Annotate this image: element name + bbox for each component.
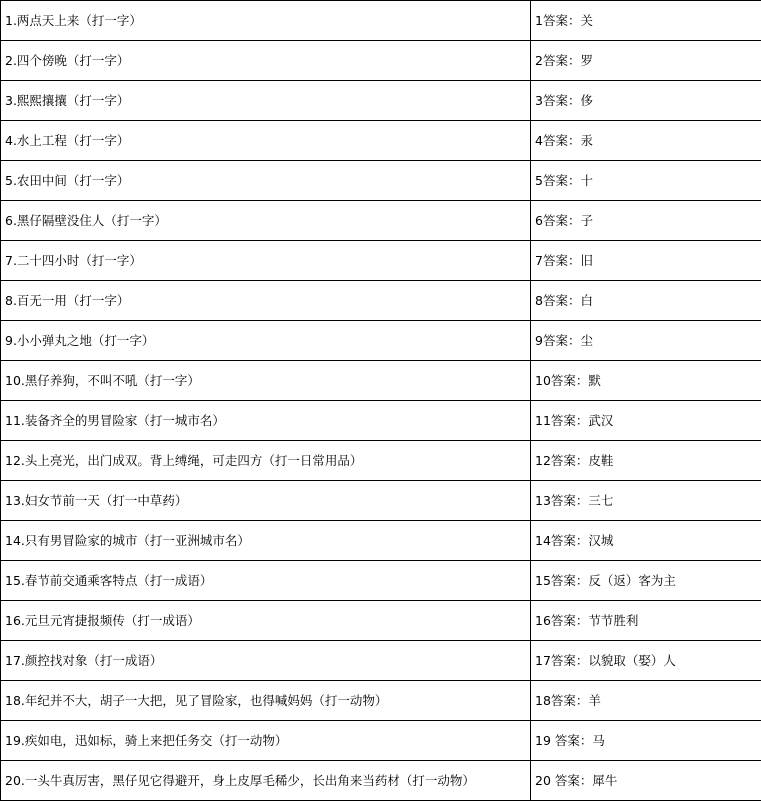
riddle-answer-cell: 17答案：以貌取（娶）人 (531, 641, 761, 681)
table-row (1, 121, 761, 161)
table-row (1, 361, 761, 401)
riddle-question-cell: 5.农田中间（打一字） (1, 161, 531, 201)
riddle-answer-cell: 20 答案：犀牛 (531, 761, 761, 801)
table-row (1, 681, 761, 721)
riddle-question-cell: 7.二十四小时（打一字） (1, 241, 531, 281)
riddle-answer-cell: 4答案：汞 (531, 121, 761, 161)
riddle-question-cell: 2.四个傍晚（打一字） (1, 41, 531, 81)
riddle-question-cell: 17.颜控找对象（打一成语） (1, 641, 531, 681)
riddle-question-cell: 12.头上亮光，出门成双。背上缚绳，可走四方（打一日常用品） (1, 441, 531, 481)
riddle-question-cell: 10.黑仔养狗，不叫不吼（打一字） (1, 361, 531, 401)
riddle-answer-cell: 8答案：白 (531, 281, 761, 321)
riddle-answer-cell: 2答案：罗 (531, 41, 761, 81)
riddle-question-cell: 13.妇女节前一天（打一中草药） (1, 481, 531, 521)
riddle-question-cell: 15.春节前交通乘客特点（打一成语） (1, 561, 531, 601)
riddle-answer-cell: 16答案：节节胜利 (531, 601, 761, 641)
table-row (1, 281, 761, 321)
riddle-answer-cell: 14答案：汉城 (531, 521, 761, 561)
table-row (1, 41, 761, 81)
table-row (1, 161, 761, 201)
riddle-answer-cell: 5答案：十 (531, 161, 761, 201)
riddle-question-cell: 6.黑仔隔壁没住人（打一字） (1, 201, 531, 241)
riddle-question-cell: 9.小小弹丸之地（打一字） (1, 321, 531, 361)
riddle-answer-cell: 19 答案：马 (531, 721, 761, 761)
riddle-answer-cell: 10答案：默 (531, 361, 761, 401)
riddle-question-cell: 3.熙熙攘攘（打一字） (1, 81, 531, 121)
riddle-question-cell: 1.两点天上来（打一字） (1, 1, 531, 41)
table-row (1, 721, 761, 761)
riddle-question-cell: 18.年纪并不大，胡子一大把，见了冒险家，也得喊妈妈（打一动物） (1, 681, 531, 721)
riddle-answer-cell: 15答案：反（返）客为主 (531, 561, 761, 601)
table-row (1, 641, 761, 681)
riddle-question-cell: 11.装备齐全的男冒险家（打一城市名） (1, 401, 531, 441)
riddle-answer-cell: 9答案：尘 (531, 321, 761, 361)
riddle-answer-cell: 3答案：侈 (531, 81, 761, 121)
riddle-answer-cell: 6答案：子 (531, 201, 761, 241)
riddle-answer-cell: 7答案：旧 (531, 241, 761, 281)
riddle-question-cell: 14.只有男冒险家的城市（打一亚洲城市名） (1, 521, 531, 561)
table-row (1, 201, 761, 241)
riddle-answer-cell: 18答案：羊 (531, 681, 761, 721)
table-row (1, 241, 761, 281)
riddle-answer-cell: 12答案：皮鞋 (531, 441, 761, 481)
riddle-answer-cell: 13答案：三七 (531, 481, 761, 521)
table-row (1, 401, 761, 441)
table-row (1, 441, 761, 481)
riddle-question-cell: 16.元旦元宵捷报频传（打一成语） (1, 601, 531, 641)
table-row (1, 521, 761, 561)
table-row (1, 321, 761, 361)
table-row (1, 81, 761, 121)
riddle-table-body (1, 1, 761, 801)
table-row (1, 481, 761, 521)
table-row (1, 561, 761, 601)
riddle-answer-cell: 1答案：关 (531, 1, 761, 41)
riddle-question-cell: 4.水上工程（打一字） (1, 121, 531, 161)
riddle-question-cell: 8.百无一用（打一字） (1, 281, 531, 321)
table-row (1, 1, 761, 41)
table-row (1, 601, 761, 641)
riddle-question-cell: 19.疾如电，迅如标，骑上来把任务交（打一动物） (1, 721, 531, 761)
table-row (1, 761, 761, 801)
riddle-answer-cell: 11答案：武汉 (531, 401, 761, 441)
riddle-question-cell: 20.一头牛真厉害，黑仔见它得避开，身上皮厚毛稀少，长出角来当药材（打一动物） (1, 761, 531, 801)
